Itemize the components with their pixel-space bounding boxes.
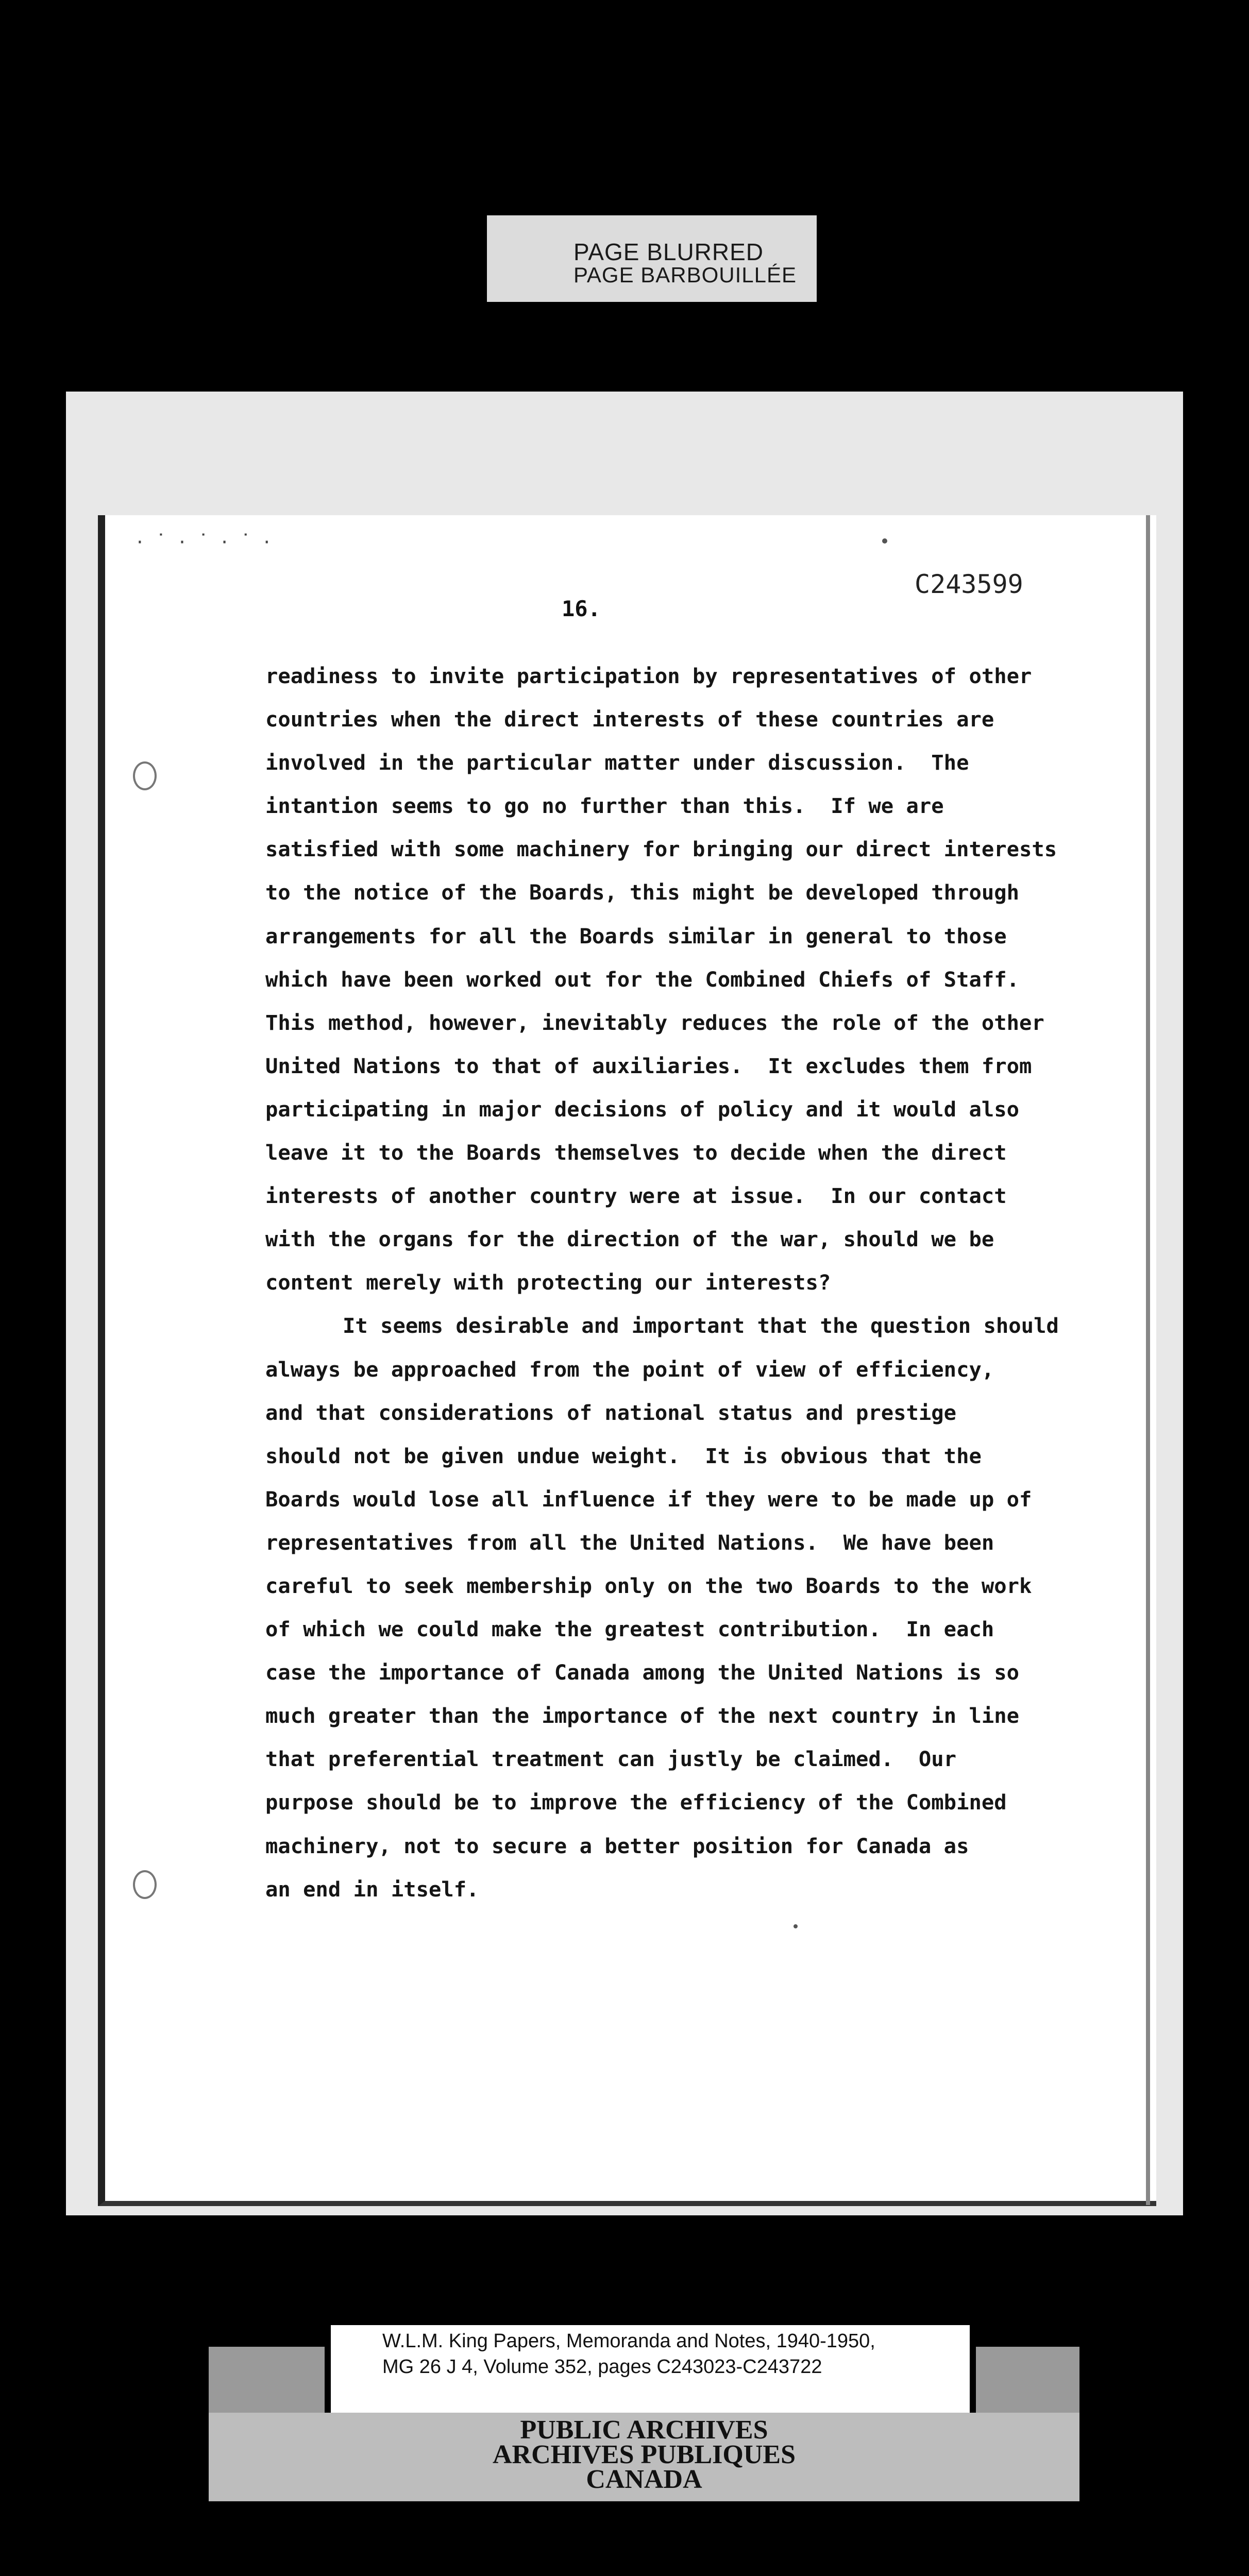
page-edge [1146,515,1150,2205]
text-line: readiness to invite participation by representatives of other [265,664,1032,688]
archives-line-3: CANADA [586,2465,702,2494]
text-line: leave it to the Boards themselves to decide when the direct [265,1140,1007,1165]
text-line: purpose should be to improve the efficiency of the Combined [265,1790,1007,1815]
archives-line-1: PUBLIC ARCHIVES [520,2415,768,2445]
text-line: careful to seek membership only on the two Boards to the work [265,1573,1032,1598]
text-line: interests of another country were at issue. In our contact [265,1183,1007,1209]
text-line: satisfied with some machinery for bringing our direct interests [265,837,1057,862]
citation-box [325,2325,976,2413]
text-line: that preferential treatment can justly be claimed. Our [265,1747,957,1772]
text-line: which have been worked out for the Combined Chiefs of Staff. [265,967,1019,992]
text-line: involved in the particular matter under discussion. The [265,750,969,775]
text-line: should not be given undue weight. It is obvious that the [265,1443,982,1468]
archives-line-2: ARCHIVES PUBLIQUES [492,2440,796,2469]
text-line: representatives from all the United Nations. We have been [265,1530,994,1555]
archives-stamp [209,2415,1079,2494]
text-line: Boards would lose all influence if they were to be made up of [265,1486,1032,1512]
text-line: always be approached from the point of view of efficiency, [265,1357,994,1382]
blur-label-english: PAGE BLURRED [573,239,764,265]
text-line: machinery, not to secure a better position for Canada as [265,1833,969,1858]
blur-label-french: PAGE BARBOUILLÉE [573,263,797,287]
text-line: and that considerations of national status and prestige [265,1400,957,1425]
text-line: to the notice of the Boards, this might be developed through [265,880,1019,905]
document-body [265,654,1110,1911]
text-line: much greater than the importance of the next country in line [265,1703,1019,1728]
text-line: an end in itself. [265,1876,479,1902]
punch-hole-icon [133,761,157,790]
text-line: content merely with protecting our interests? [265,1270,831,1295]
text-line: It seems desirable and important that the question should [343,1313,1059,1338]
scan-speck [794,1924,798,1928]
text-line: of which we could make the greatest contribution. In each [265,1617,994,1642]
reference-number: C243599 [915,569,1023,599]
punch-hole-icon [133,1870,157,1899]
text-line: United Nations to that of auxiliaries. It excludes them from [265,1053,1032,1078]
scan-speck [882,538,887,544]
page-blurred-label [487,215,817,302]
text-line: This method, however, inevitably reduces the role of the other [265,1010,1044,1035]
citation-line-1: W.L.M. King Papers, Memoranda and Notes, 1940-1950, [382,2330,875,2352]
text-line: case the importance of Canada among the United Nations is so [265,1660,1019,1685]
text-line: arrangements for all the Boards similar in general to those [265,923,1007,948]
citation-line-2: MG 26 J 4, Volume 352, pages C243023-C243722 [382,2356,822,2378]
text-line: participating in major decisions of policy and it would also [265,1096,1019,1122]
text-line: countries when the direct interests of these countries are [265,707,994,732]
scan-specks: · ˙ · ˙ · ˙ · [137,531,274,554]
text-line: intantion seems to go no further than this. If we are [265,793,944,819]
page-number: 16. [562,596,601,621]
text-line: with the organs for the direction of the war, should we be [265,1227,994,1252]
